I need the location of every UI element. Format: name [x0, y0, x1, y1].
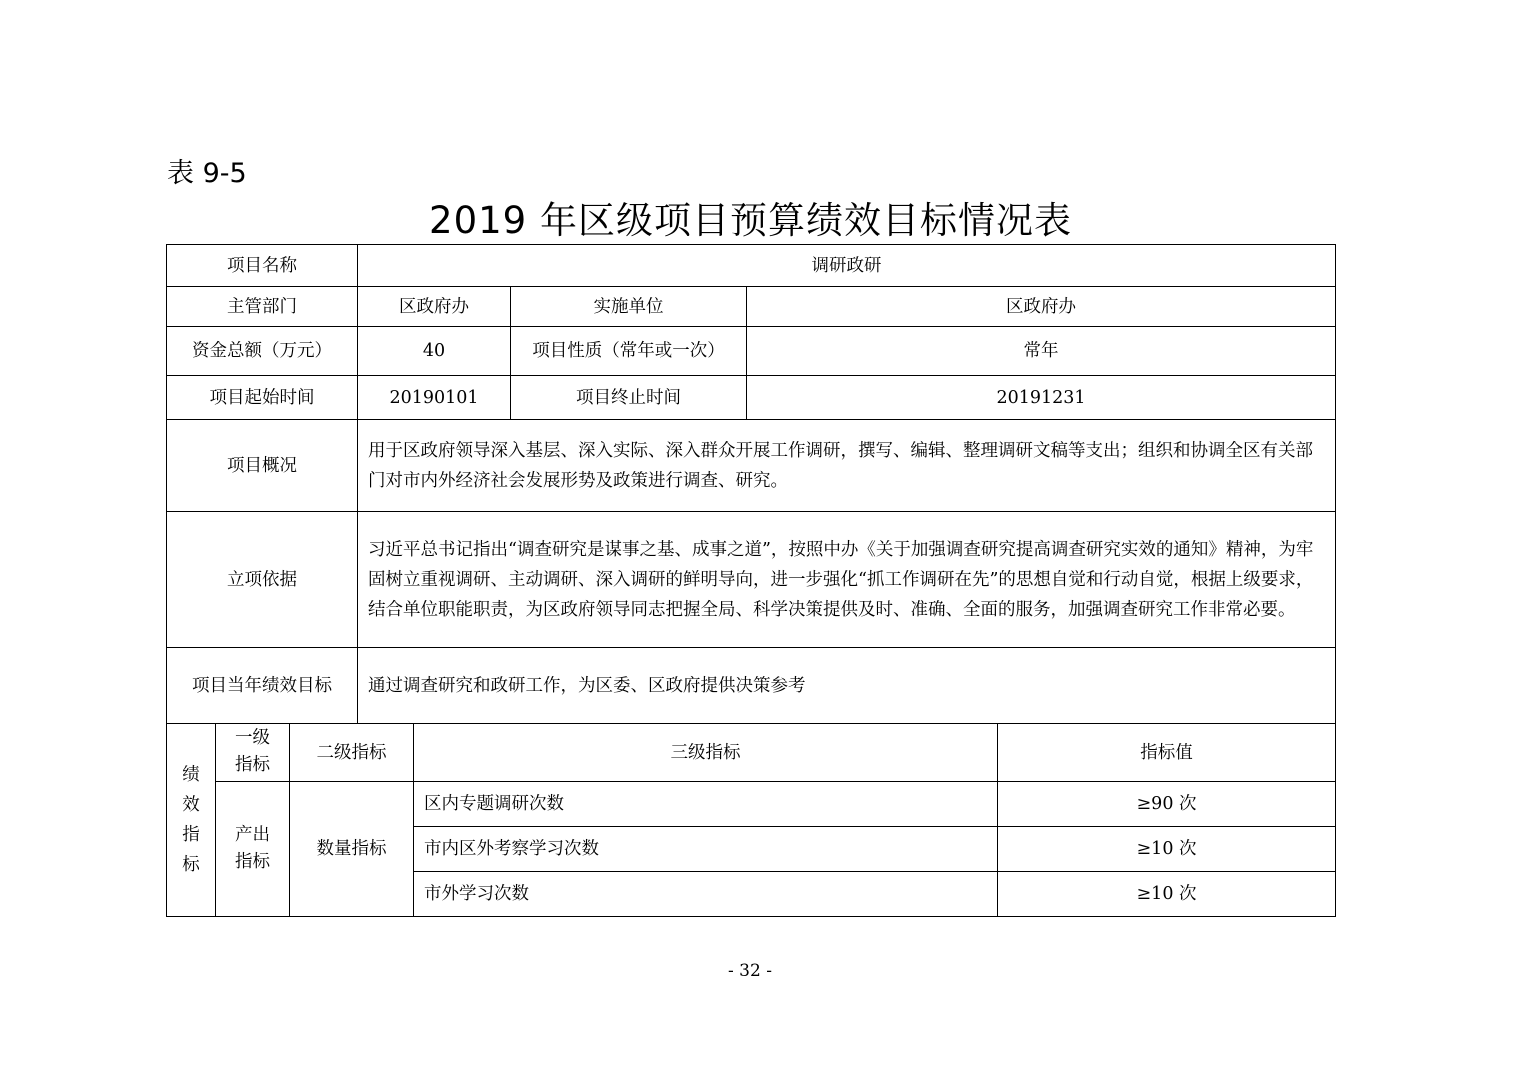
indicator-value-header: 指标值: [998, 724, 1336, 782]
implementing-unit-label: 实施单位: [511, 287, 747, 327]
end-date-value: 20191231: [747, 376, 1336, 420]
indicators-section-label: 绩效指标: [167, 724, 216, 917]
row-department: [167, 287, 1336, 327]
indicator-value: ≥10 次: [998, 872, 1336, 917]
indicator-name: 市外学习次数: [414, 872, 998, 917]
project-name-label: 项目名称: [167, 245, 358, 287]
funds-value: 40: [358, 327, 511, 376]
project-nature-value: 常年: [747, 327, 1336, 376]
row-project-name: [167, 245, 1336, 287]
indicator-name: 区内专题调研次数: [414, 782, 998, 827]
start-date-value: 20190101: [358, 376, 511, 420]
row-basis: [167, 512, 1336, 648]
project-nature-label: 项目性质（常年或一次）: [511, 327, 747, 376]
department-value: 区政府办: [358, 287, 511, 327]
implementing-unit-value: 区政府办: [747, 287, 1336, 327]
level1-header: 一级指标: [216, 724, 290, 782]
basis-label: 立项依据: [167, 512, 358, 648]
row-overview: [167, 420, 1336, 512]
indicator-name: 市内区外考察学习次数: [414, 827, 998, 872]
basis-text: 习近平总书记指出“调查研究是谋事之基、成事之道”，按照中办《关于加强调查研究提高调查研究实效的通知》精神，为牢固树立重视调研、主动调研、深入调研的鲜明导向，进一步强化“抓工作调研在先”的思想自觉和行动自觉，根据上级要求，结合单位职能职责，为区政府领导同志把握全局、科学决策提供及时、准确、全面的服务，加强调查研究工作非常必要。: [358, 512, 1336, 648]
row-indicator-header: [167, 724, 1336, 782]
overview-label: 项目概况: [167, 420, 358, 512]
project-name-value: 调研政研: [358, 245, 1336, 287]
annual-goal-text: 通过调查研究和政研工作，为区委、区政府提供决策参考: [358, 648, 1336, 724]
department-label: 主管部门: [167, 287, 358, 327]
performance-target-table: [166, 244, 1336, 917]
level1-output: 产出指标: [216, 782, 290, 917]
indicator-value: ≥10 次: [998, 827, 1336, 872]
page-number: - 32 -: [728, 961, 772, 981]
annual-goal-label: 项目当年绩效目标: [167, 648, 358, 724]
level2-header: 二级指标: [290, 724, 414, 782]
level3-header: 三级指标: [414, 724, 998, 782]
indicator-value: ≥90 次: [998, 782, 1336, 827]
row-dates: [167, 376, 1336, 420]
level2-quantity: 数量指标: [290, 782, 414, 917]
funds-label: 资金总额（万元）: [167, 327, 358, 376]
start-date-label: 项目起始时间: [167, 376, 358, 420]
table-number: 表 9-5: [167, 158, 247, 189]
overview-text: 用于区政府领导深入基层、深入实际、深入群众开展工作调研，撰写、编辑、整理调研文稿等支出；组织和协调全区有关部门对市内外经济社会发展形势及政策进行调查、研究。: [358, 420, 1336, 512]
row-annual-goal: [167, 648, 1336, 724]
row-funds: [167, 327, 1336, 376]
end-date-label: 项目终止时间: [511, 376, 747, 420]
document-title: 2019 年区级项目预算绩效目标情况表: [429, 199, 1072, 242]
table-row: [167, 782, 1336, 827]
